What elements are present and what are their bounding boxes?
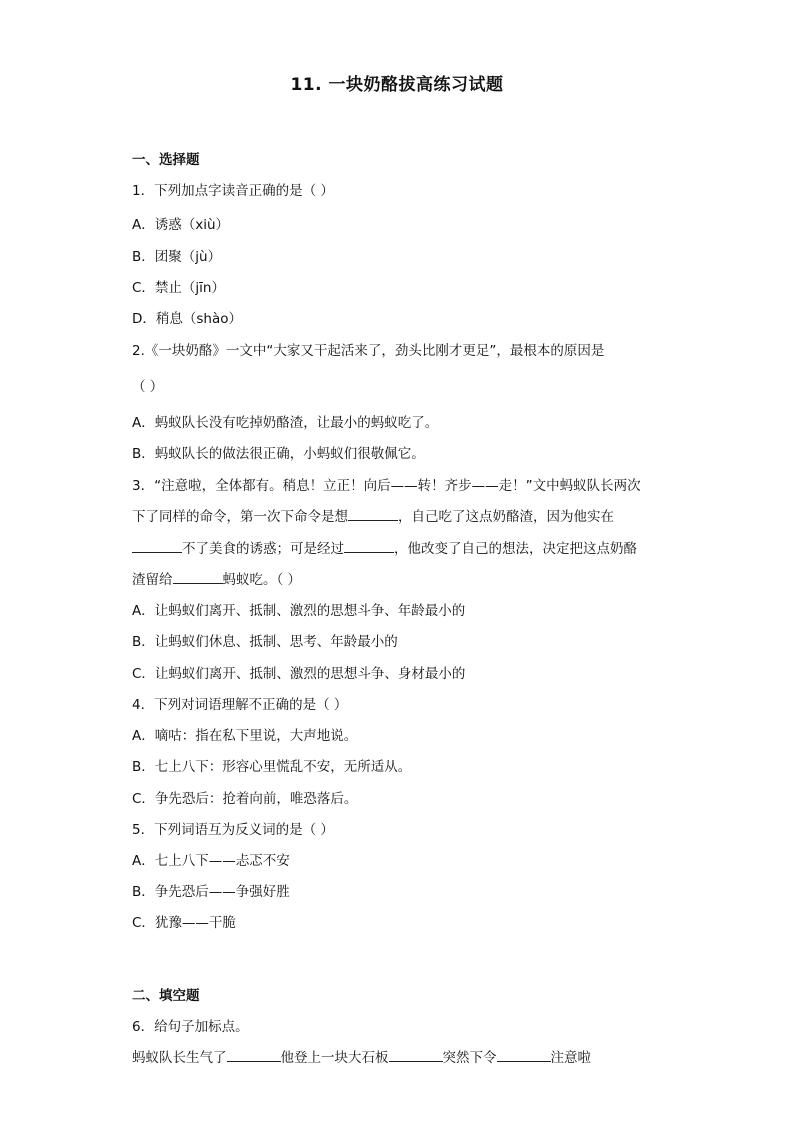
question-4-option-a: A．嘀咕：指在私下里说，大声地说。: [132, 728, 358, 744]
question-3-line-3: [132, 537, 637, 557]
page-title: 11. 一块奶酪拔高练习试题: [290, 75, 504, 95]
answer-blank[interactable]: [132, 539, 182, 553]
question-6-stem: 6．给句子加标点。: [132, 1019, 249, 1035]
question-3-line-3-b: ，他改变了自己的想法，决定把这点奶酪: [394, 541, 637, 557]
question-3-option-b: B．让蚂蚁们休息、抵制、思考、年龄最小的: [132, 634, 398, 650]
question-6-seg-4: 注意啦: [550, 1050, 591, 1066]
question-2-option-b: B．蚂蚁队长的做法很正确，小蚂蚁们很敬佩它。: [132, 446, 425, 462]
question-5-option-b: B．争先恐后——争强好胜: [132, 884, 290, 900]
answer-blank[interactable]: [497, 1048, 551, 1062]
question-6-seg-2: 他登上一块大石板: [280, 1050, 389, 1066]
question-3-line-4: [132, 568, 301, 588]
question-5-stem: 5．下列词语互为反义词的是（ ）: [132, 822, 334, 838]
question-1-option-d: D．稍息（shào）: [132, 311, 243, 327]
question-3-line-1: 3．“注意啦，全体都有。稍息！立正！向后——转！齐步——走！”文中蚂蚁队长两次: [132, 478, 641, 494]
question-5-option-c: C．犹豫——干脆: [132, 915, 236, 931]
question-2-option-a: A．蚂蚁队长没有吃掉奶酪渣，让最小的蚂蚁吃了。: [132, 415, 439, 431]
answer-blank[interactable]: [227, 1048, 281, 1062]
question-1-option-b: B．团聚（jù）: [132, 249, 222, 265]
question-1-option-c: C．禁止（jīn）: [132, 280, 225, 296]
section-heading-fill: 二、填空题: [132, 988, 200, 1004]
question-3-line-2: [132, 505, 614, 525]
question-3-line-4-b: 蚂蚁吃。（ ）: [222, 572, 302, 588]
question-2-paren: （ ）: [132, 379, 164, 395]
question-3-line-2-b: ，自己吃了这点奶酪渣，因为他实在: [398, 509, 614, 525]
question-3-option-a: A．让蚂蚁们离开、抵制、激烈的思想斗争、年龄最小的: [132, 603, 466, 619]
question-1-option-a: A．诱惑（xiù）: [132, 217, 230, 233]
answer-blank[interactable]: [173, 570, 223, 584]
question-4-stem: 4．下列对词语理解不正确的是（ ）: [132, 697, 348, 713]
question-6-sentence: [132, 1046, 591, 1066]
question-3-option-c: C．让蚂蚁们离开、抵制、激烈的思想斗争、身材最小的: [132, 666, 466, 682]
question-3-line-4-a: 渣留给: [132, 572, 173, 588]
section-heading-choice: 一、选择题: [132, 152, 200, 168]
question-3-line-2-a: 下了同样的命令，第一次下命令是想: [132, 509, 348, 525]
answer-blank[interactable]: [348, 507, 398, 521]
question-4-option-b: B．七上八下：形容心里慌乱不安，无所适从。: [132, 759, 412, 775]
question-4-option-c: C．争先恐后：抢着向前，唯恐落后。: [132, 791, 358, 807]
question-6-seg-1: 蚂蚁队长生气了: [132, 1050, 227, 1066]
question-1-stem: 1．下列加点字读音正确的是（ ）: [132, 183, 334, 199]
question-2-stem: 2.《一块奶酪》一文中“大家又干起活来了，劲头比刚才更足”，最根本的原因是: [132, 343, 605, 359]
question-5-option-a: A．七上八下——忐忑不安: [132, 853, 290, 869]
question-6-seg-3: 突然下令: [442, 1050, 497, 1066]
answer-blank[interactable]: [344, 539, 394, 553]
question-3-line-3-a: 不了美食的诱惑；可是经过: [182, 541, 344, 557]
answer-blank[interactable]: [389, 1048, 443, 1062]
